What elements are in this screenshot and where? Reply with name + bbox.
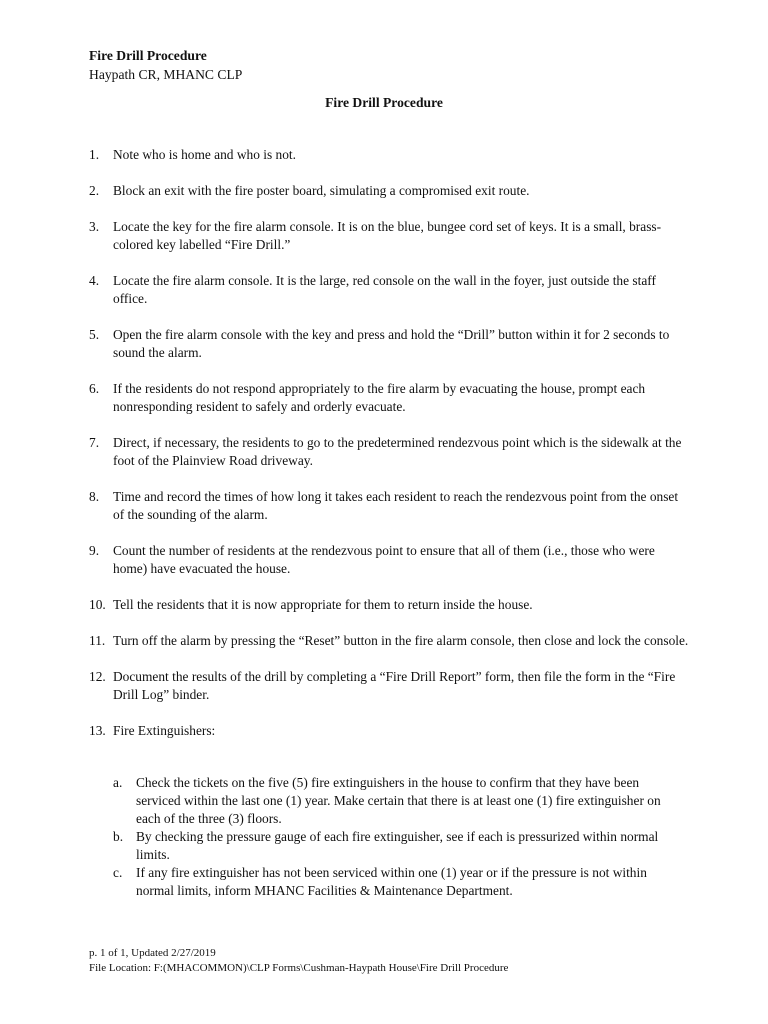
document-title: Fire Drill Procedure bbox=[325, 95, 443, 110]
header-title: Fire Drill Procedure bbox=[89, 48, 207, 63]
list-item bbox=[89, 434, 689, 470]
list-item bbox=[89, 146, 689, 164]
item-text: Check the tickets on the five (5) fire extinguishers in the house to confirm that they have been serviced within the last one (1) year. Make certain that there is at least one (1) fire extinguisher on each of the three (3) floors. bbox=[136, 775, 661, 826]
step-text: Tell the residents that it is now appropriate for them to return inside the house. bbox=[113, 597, 533, 612]
step-number: 11. bbox=[89, 633, 106, 648]
list-item bbox=[89, 326, 689, 362]
page-footer bbox=[89, 946, 508, 976]
step-number: 10. bbox=[89, 597, 106, 612]
step-text: Fire Extinguishers: bbox=[113, 723, 216, 738]
list-item bbox=[113, 828, 683, 864]
list-item bbox=[89, 488, 689, 524]
step-number: 4. bbox=[89, 273, 100, 288]
item-letter: a. bbox=[113, 775, 123, 790]
step-number: 5. bbox=[89, 327, 100, 342]
step-text: Locate the key for the fire alarm console. It is on the blue, bungee cord set of keys. It is a small, brass-colored key labelled “Fire Drill.” bbox=[113, 219, 662, 252]
step-text: Note who is home and who is not. bbox=[113, 147, 296, 162]
extinguisher-checklist bbox=[113, 774, 683, 900]
list-item bbox=[89, 668, 689, 704]
list-item bbox=[89, 596, 689, 614]
step-text: Open the fire alarm console with the key and press and hold the “Drill” button within it for 2 seconds to sound the alarm. bbox=[113, 327, 670, 360]
list-item bbox=[89, 722, 689, 740]
list-item bbox=[89, 632, 689, 650]
step-text: Turn off the alarm by pressing the “Reset” button in the fire alarm console, then close and lock the console. bbox=[113, 633, 689, 648]
item-text: By checking the pressure gauge of each fire extinguisher, see if each is pressurized within normal limits. bbox=[136, 829, 659, 862]
page-number-updated: p. 1 of 1, Updated 2/27/2019 bbox=[89, 947, 216, 959]
step-number: 7. bbox=[89, 435, 100, 450]
list-item bbox=[89, 542, 689, 578]
step-number: 13. bbox=[89, 723, 106, 738]
item-text: If any fire extinguisher has not been serviced within one (1) year or if the pressure is not within normal limits, inform MHANC Facilities & Maintenance Department. bbox=[136, 865, 647, 898]
list-item bbox=[89, 380, 689, 416]
list-item bbox=[89, 182, 689, 200]
step-text: Locate the fire alarm console. It is the large, red console on the wall in the foyer, just outside the staff office. bbox=[113, 273, 656, 306]
item-letter: c. bbox=[113, 865, 123, 880]
list-item bbox=[113, 864, 683, 900]
step-number: 12. bbox=[89, 669, 106, 684]
file-location: File Location: F:(MHACOMMON)\CLP Forms\Cushman-Haypath House\Fire Drill Procedure bbox=[89, 962, 509, 974]
step-number: 9. bbox=[89, 543, 100, 558]
step-number: 8. bbox=[89, 489, 100, 504]
step-number: 6. bbox=[89, 381, 100, 396]
list-item bbox=[113, 774, 683, 828]
step-text: Time and record the times of how long it takes each resident to reach the rendezvous point from the onset of the sounding of the alarm. bbox=[113, 489, 679, 522]
step-text: Document the results of the drill by completing a “Fire Drill Report” form, then file the form in the “Fire Drill Log” binder. bbox=[113, 669, 676, 702]
step-number: 2. bbox=[89, 183, 100, 198]
header-subtitle: Haypath CR, MHANC CLP bbox=[89, 67, 243, 82]
item-letter: b. bbox=[113, 829, 124, 844]
step-text: Count the number of residents at the rendezvous point to ensure that all of them (i.e., those who were home) have evacuated the house. bbox=[113, 543, 655, 576]
step-text: Direct, if necessary, the residents to go to the predetermined rendezvous point which is the sidewalk at the foot of the Plainview Road driveway. bbox=[113, 435, 682, 468]
step-text: If the residents do not respond appropriately to the fire alarm by evacuating the house, prompt each nonresponding resident to safely and orderly evacuate. bbox=[113, 381, 646, 414]
step-text: Block an exit with the fire poster board, simulating a compromised exit route. bbox=[113, 183, 530, 198]
procedure-steps bbox=[89, 146, 689, 758]
list-item bbox=[89, 272, 689, 308]
list-item bbox=[89, 218, 689, 254]
step-number: 1. bbox=[89, 147, 100, 162]
step-number: 3. bbox=[89, 219, 100, 234]
